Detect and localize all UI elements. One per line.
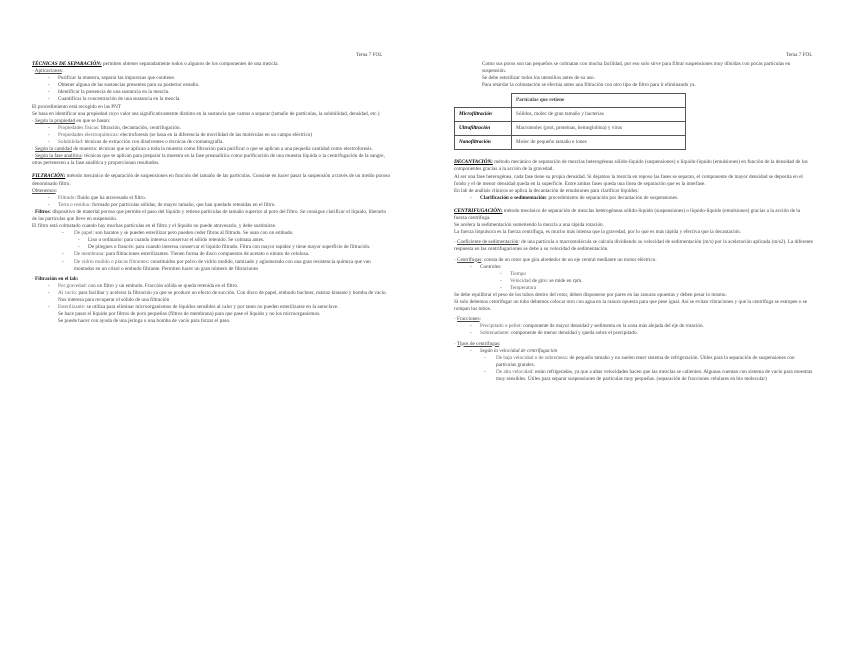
propiedades-list <box>32 125 392 146</box>
list-item: - Tiempo <box>454 271 814 278</box>
obtenemos-heading: Obtenemos: <box>32 187 58 194</box>
table-cell: Molec de pequeño tamaño e iones <box>512 136 686 150</box>
segun-cantidad: · Según la cantidad de muestra: técnicas que se aplican a toda la muestra como filtración para purificar o que se aplican a una pequeña cantidad como electroforesis. <box>32 146 373 153</box>
clarificacion-list <box>454 195 814 202</box>
page-header-left: Tema 7 FOL <box>356 52 383 58</box>
aplicaciones-heading: · Aplicaciones: <box>32 68 64 75</box>
filtracion-lab-heading: · Filtración en el lab: <box>32 275 79 282</box>
list-item: - Identificar la presencia de una sustancia en la mezcla. <box>32 89 392 96</box>
pnt-line: El procedimiento está recogido en las PNT <box>32 103 122 110</box>
list-item: - Propiedades electroquímicas: electroforesis (se basa en la diferencia de movilidad de las moléculas en un campo eléctrico) <box>32 132 392 139</box>
right-column <box>454 61 814 383</box>
tipos-list <box>454 348 814 383</box>
esteril-extra-2: Se puede hacer con ayuda de una jeringa o una bomba de vacío para forzar el paso. <box>58 318 231 325</box>
table-row <box>455 122 686 136</box>
tecnicas-title: TÉCNICAS DE SEPARACIÓN: <box>32 61 102 67</box>
list-item: - Esterilizante: se utiliza para eliminar microorganismos de líquidos sensibles al calor y por tanto no pueden esterilizarse en la autoclave. <box>32 304 392 311</box>
decantacion-3: En lab de análisis clínicos se aplica la decantación de emulsiones para clarificar líquidos: <box>454 187 639 194</box>
fracciones-list <box>454 323 814 337</box>
table-row <box>455 94 686 108</box>
list-item: - Clarificación o sedimentación: procedimiento de separación por decantación de suspensiones. <box>454 195 814 202</box>
list-item: - Purificar la muestra, separar las impurezas que contiene. <box>32 75 392 82</box>
equilibrio-2: Si solo debemos centrifugar un tubo debemos colocar otro con agua en la ranura opuesta para que pese igual. Así se evitan vibraciones y que la centrífuga se estropee o se rompan los tubos. <box>454 299 808 313</box>
table-row <box>455 136 686 150</box>
aplicaciones-list <box>32 75 392 103</box>
list-item: - De papel: son baratos y se pueden esterilizar pero pueden ceder fibras al filtrado. Se usan con un embudo. <box>32 230 392 237</box>
pnt-explanation: Se basa en identificar una propiedad cuyo valor sea significativamente distinto en la sustancia que vamos a separar (tamaño de partículas, la solubilidad, densidad, etc.) <box>32 110 380 117</box>
list-item: - Al vacío: para facilitar y acelerar la filtración ya que se produce un efecto de succión. Con disco de papel, embudo buchner, matraz kitasato y bomba de vacío. Nos interesa para recuperar el sólido de una filtración <box>32 290 392 304</box>
table-cell: Microfiltración <box>455 108 512 122</box>
decantacion-paragraph: DECANTACIÓN: método mecánico de separación de mezclas heterogéneas sólido-líquido (suspensiones) o líquido-líquido (emulsiones) en función de la densidad de los componentes gracias a la acción de la gravedad. <box>454 159 808 173</box>
filtracion-lab-list <box>32 283 392 311</box>
obtenemos-list <box>32 195 392 209</box>
list-item: - De baja velocidad o de sobremesa: de pequeño tamaño y no suelen tener sistema de refrigeración. Útiles para la separación de suspensiones con partículas grandes. <box>454 355 814 369</box>
filtros-list <box>32 230 392 273</box>
filtros-colmatado: El filtro está colmatado cuando hay muchas partículas en el filtro y el líquido no puede atravesarlo, y debe sustituirse. <box>32 223 277 230</box>
segun-propiedad: · Según la propiedad en que se basan: <box>32 117 111 124</box>
list-item: - De vidrio molido o placas filtrantes: constituidos por polvo de vidrio molido, tamizado y aglomerado con una gran resistencia química que van montados en un crisol o embudo filtrante. Permiten hacer un gran número de filtraciones <box>32 259 392 273</box>
table-cell: Ultrafiltración <box>455 122 512 136</box>
list-item: - Liso u ordinario: para cuando interesa conservar el sólido retenido. Se colmata antes. <box>32 237 392 244</box>
intro-paragraph: TÉCNICAS DE SEPARACIÓN: permiten obtener separadamente todos o algunos de los componentes de una mezcla. <box>32 61 279 67</box>
table-header: Partículas que retiene <box>512 94 686 108</box>
fracciones-heading: · Fracciones: <box>454 316 481 323</box>
list-item: - Filtrado: fluido que ha atravesado el filtro. <box>32 195 392 202</box>
intro-line: Para retardar la colmatación se efectúa antes una filtración con otro tipo de filtro para ir eliminando ya. <box>482 82 696 89</box>
list-item: - Temperatura <box>454 285 814 292</box>
page-header-right: Tema 7 FOL <box>786 52 813 58</box>
list-item: - Obtener alguna de las sustancias presentes para su posterior estudio. <box>32 82 392 89</box>
tipos-heading: · Tipos de centrífugas: <box>454 340 501 347</box>
coeficiente-paragraph: · Coeficiente de sedimentación: de una partícula o macromolécula se calcula dividiendo su velocidad de sedimentación (m/s) por la aceleración aplicada (m/s2). La diferente respuesta en las centrifugaciones se debe a su velocidad de sedimentación. <box>454 239 813 253</box>
centrifugacion-2: Se acelera la sedimentación sometiendo la mezcla a una rápida rotación. <box>454 222 604 229</box>
filtration-table <box>454 93 686 150</box>
list-item: - Torta o residuo: formado por partículas sólidas, de mayor tamaño, que han quedado retenidas en el filtro. <box>32 202 392 209</box>
decantacion-title: DECANTACIÓN: <box>454 159 493 166</box>
left-column <box>32 61 392 325</box>
centrifugacion-paragraph: CENTRIFUGACIÓN: método mecánico de separación de mezclas heterogéneas sólido-líquido (suspensiones) o líquido-líquido (emulsiones) gracias a la acción de la fuerza centrífuga. <box>454 207 801 222</box>
centrifugas-paragraph: · Centrífugas: consta de un rotor que gira alrededor de un eje central mediante un motor eléctrico. <box>454 256 657 263</box>
intro-line: Como sus poros son tan pequeños se colmatan con mucha facilidad, por eso solo sirve para filtrar suspensiones muy diluidas con pocas partículas en suspensión. <box>482 61 791 75</box>
list-item: - Propiedades físicas: filtración, decantación, centrifugación. <box>32 125 392 132</box>
table-row <box>455 108 686 122</box>
list-item: - Por gravedad: con un filtro y un embudo. Fracción sólida se queda retenida en el filtro. <box>32 283 392 290</box>
esteril-extra-1: Se hace pasar el líquido por filtros de poro pequeños (filtros de membrana) para que pase el líquido y no los microorganismos. <box>58 311 321 318</box>
list-item: - De pliegues o francés: para cuando interesa conservar el líquido filtrado. Filtra con mayor rapidez y tiene mayor superficie de filtración. <box>32 244 392 251</box>
filtracion-title: FILTRACIÓN: <box>32 173 66 180</box>
intro-line: Se debe esterilizar todos los utensilios antes de su uso. <box>482 75 595 82</box>
centrifugacion-title: CENTRIFUGACIÓN: <box>454 207 503 214</box>
list-item: - Velocidad de giro: se mide en rpm. <box>454 278 814 285</box>
controles-list <box>454 264 814 292</box>
table-cell: Sólidos, molec de gran tamaño y bacterias <box>512 108 686 122</box>
list-item: - Controles: <box>454 264 814 271</box>
centrifugacion-3: La fuerza impulsora es la fuerza centrífuga, es mucho más intensa que la gravedad, por lo que es más rápida y efectiva que la decantación. <box>454 229 742 236</box>
list-item: - De alta velocidad: están refrigeradas, ya que a altas velocidades hacen que las mezclas se calienten. Algunas cuentan con sistema de vacío para muestras muy sensibles. Útiles para separar suspensiones de partículas muy pequeñas. (separación de fracciones celulares en bio molecular) <box>454 369 814 383</box>
list-item: - Cuantificar la concentración de una sustancia en la mezcla. <box>32 96 392 103</box>
list-item: - Precipitado o pellet: componente de mayor densidad y sedimenta en la zona más alejada del eje de rotación. <box>454 323 814 330</box>
segun-fase: · Según la fase analítica: técnicas que se aplican para preparar la muestra en la fase preanalítica como purificación de una muestra líquida o la centrifugación de la sangre, otras pertenecen a la fase analítica y proporcionan resultados. <box>32 153 385 167</box>
list-item: - Solubilidad: técnicas de extracción con disolventes o técnicas de cromatografía. <box>32 139 392 146</box>
table-cell: Macromolec (prot, proteínas, hemoglobina) y virus <box>512 122 686 136</box>
list-item: - De membrana: para filtraciones esterilizantes. Tienen forma de disco compuestos de acetato o nitrato de celulosa. <box>32 251 392 258</box>
list-item: - Según la velocidad de centrifugación <box>454 348 814 355</box>
list-item: - Sobrenadante: componente de menor densidad y queda sobre el precipitado. <box>454 330 814 337</box>
equilibrio-1: Se debe equilibrar el peso de los tubos dentro del rotor, deben disponerse por pares en las ranuras opuestas y deben pesar lo mismo. <box>454 291 727 298</box>
table-cell: Nanofiltración <box>455 136 512 150</box>
filtros-paragraph: · Filtros: dispositivo de material poroso que permite el paso del líquido y retiene partículas de tamaño superior al poro del filtro. Se consigue clarificar el líquido, liberarlo de las partículas que lleve en suspensión. <box>32 208 387 222</box>
filtracion-paragraph: FILTRACIÓN: método mecánico de separación de suspensiones en función del tamaño de las partículas. Consiste en hacer pasar la suspensión a través de un medio poroso denominado filtro. <box>32 173 391 187</box>
decantacion-2: Al ser una fase heterogénea, cada fase tiene su propia densidad. Si dejamos la mezcla en reposo las fases se separan, el componente de mayor densidad se deposita en el fondo y el de menor densidad queda en la superficie. Entre ambas fases queda una línea de separación que es la interfase. <box>454 173 803 187</box>
